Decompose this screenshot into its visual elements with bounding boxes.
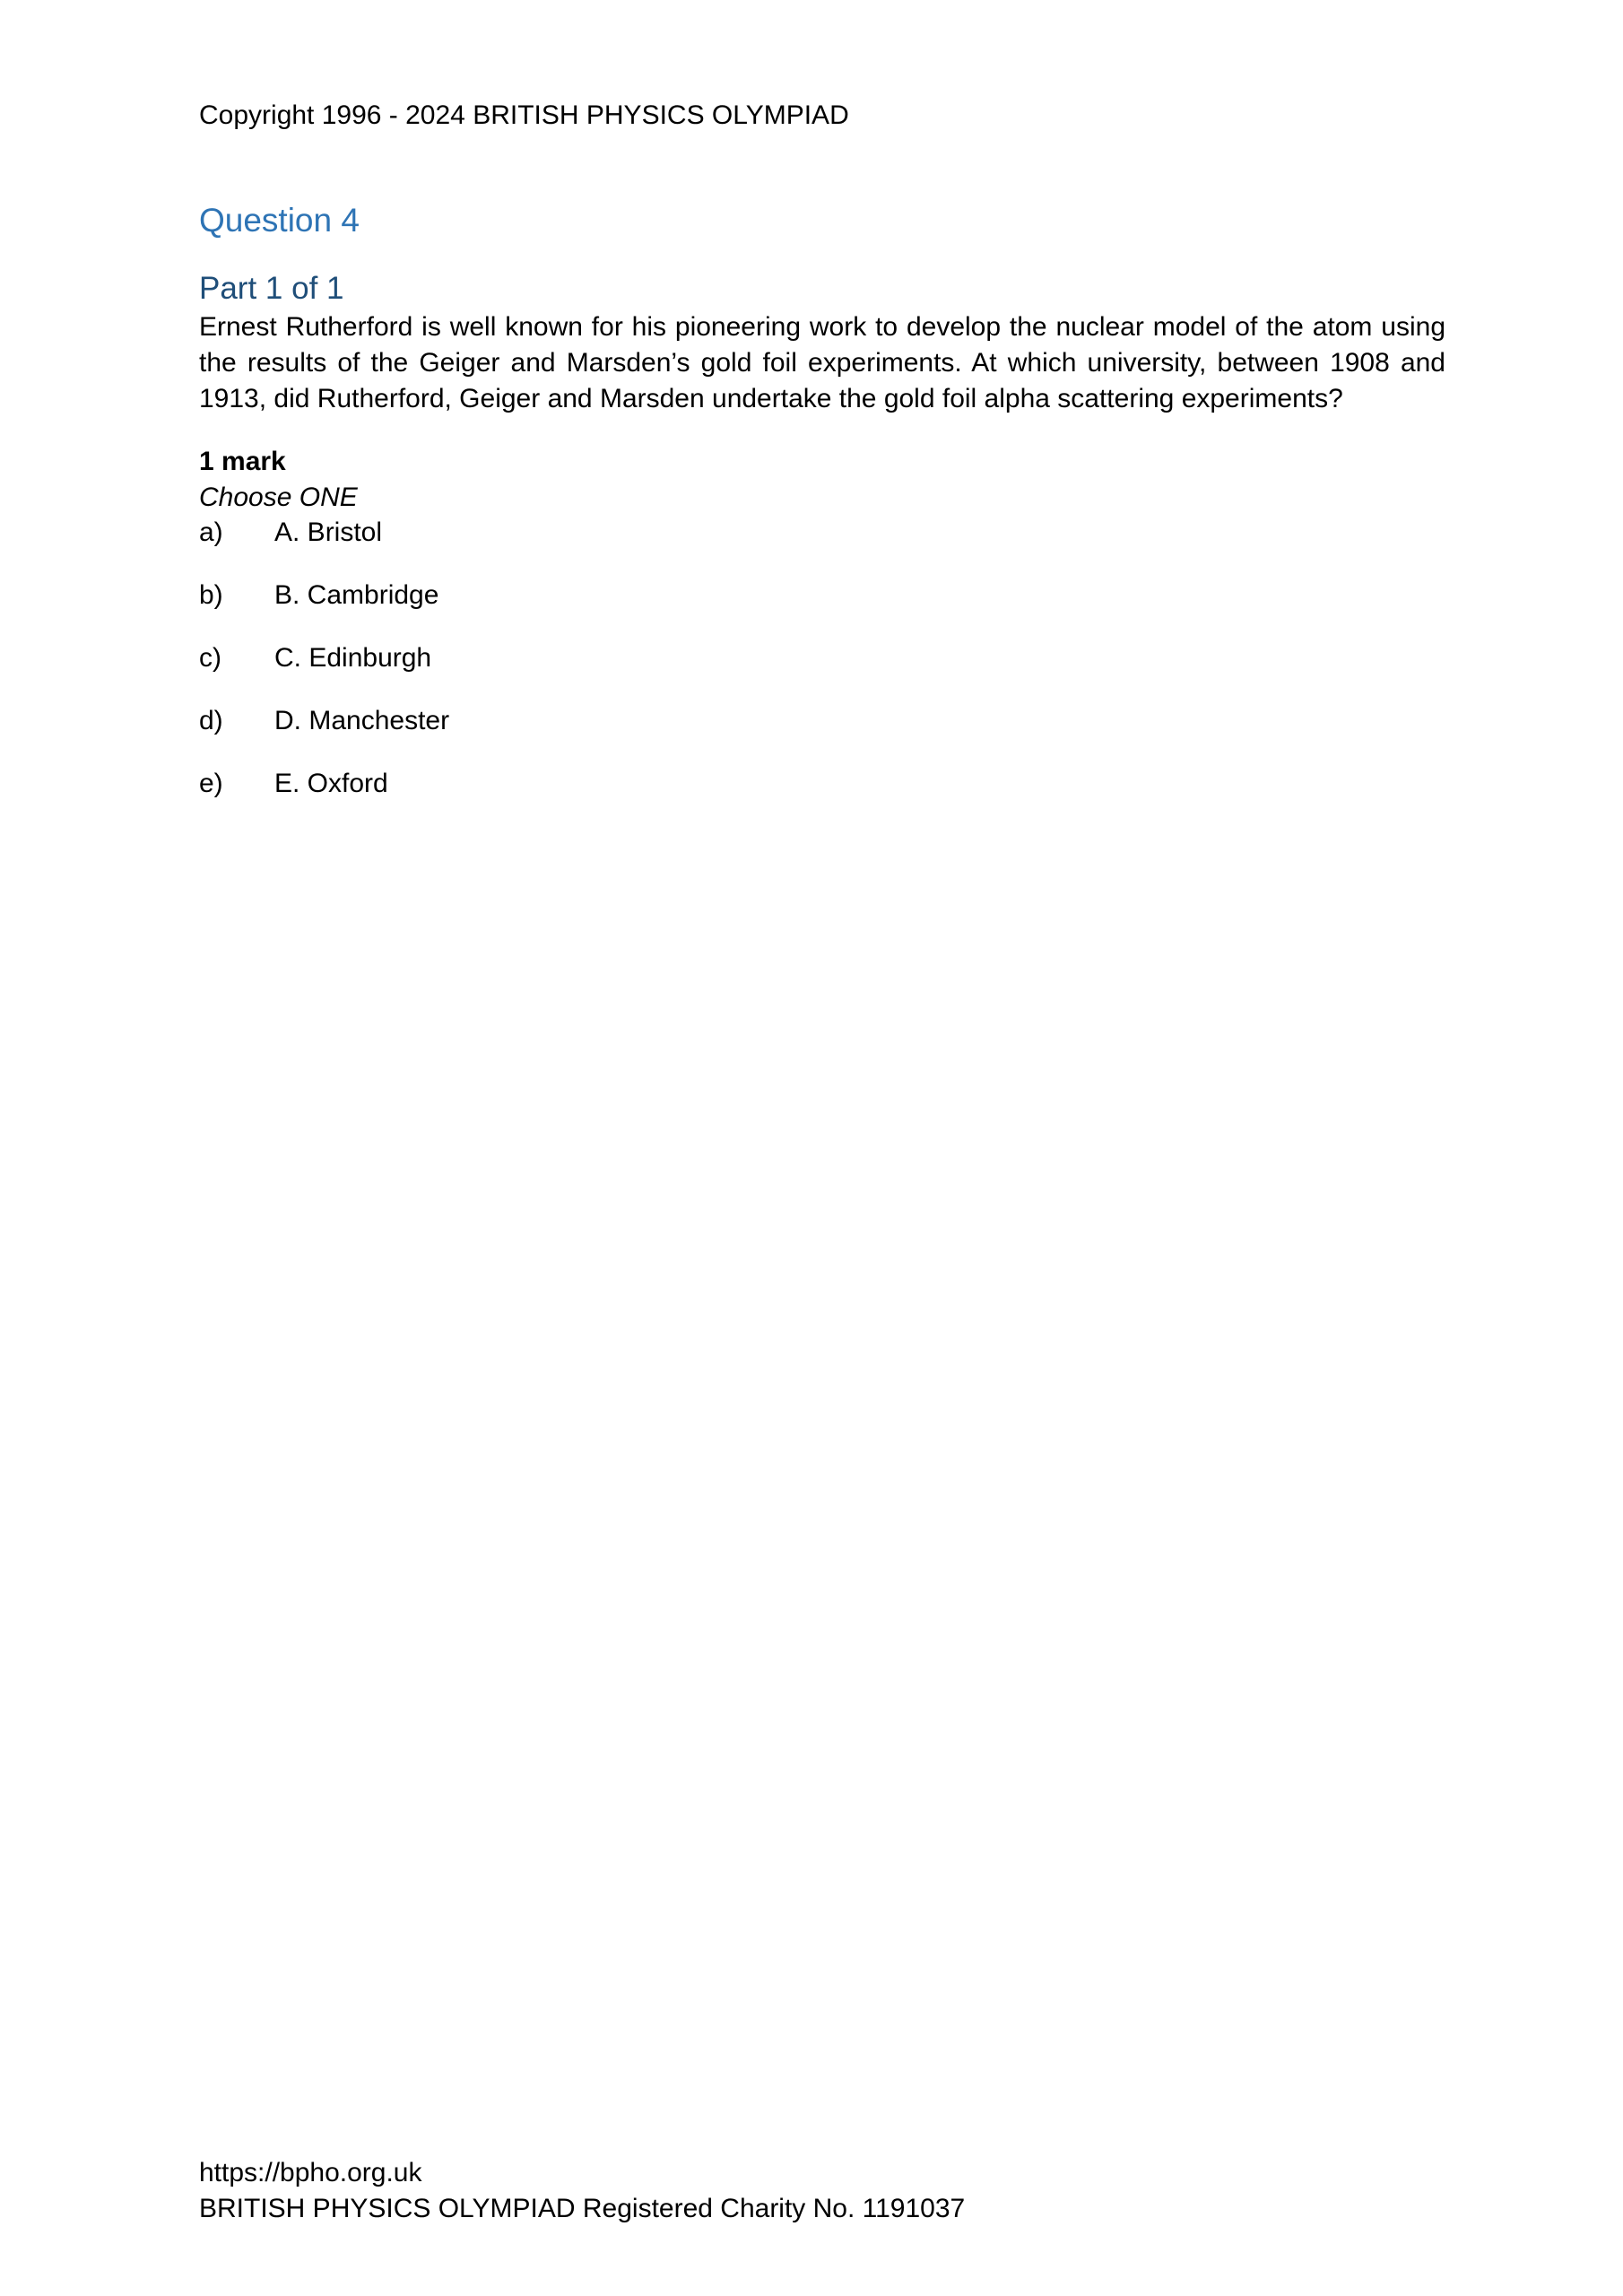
option-label: A. Bristol: [274, 517, 383, 547]
option-label: C. Edinburgh: [274, 643, 432, 673]
answer-option-b[interactable]: [199, 578, 916, 613]
mark-value: 1 mark: [199, 447, 286, 476]
answer-option-a[interactable]: [199, 515, 916, 551]
part-title: Part 1 of 1: [199, 271, 344, 306]
option-label: B. Cambridge: [274, 580, 439, 610]
answer-option-e[interactable]: [199, 766, 916, 802]
option-label: D. Manchester: [274, 706, 450, 735]
question-text: Ernest Rutherford is well known for his pioneering work to develop the nuclear model of the atom using the results of the Geiger and Marsden’s gold foil experiments. At which university, between 1908 and 1913, did Rutherford, Geiger and Marsden undertake the gold foil alpha scattering experiments?: [199, 312, 1445, 413]
answer-option-d[interactable]: [199, 703, 916, 739]
option-letter: d): [199, 706, 223, 735]
option-letter: c): [199, 643, 221, 673]
option-letter: b): [199, 580, 223, 610]
footer-url: https://bpho.org.uk: [199, 2158, 422, 2187]
answer-options-list: [199, 515, 916, 829]
copyright-header: Copyright 1996 - 2024 BRITISH PHYSICS OLYMPIAD: [199, 100, 849, 130]
option-letter: e): [199, 769, 223, 798]
option-label: E. Oxford: [274, 769, 388, 798]
answer-instruction: Choose ONE: [199, 483, 358, 512]
question-title: Question 4: [199, 202, 360, 239]
answer-option-c[interactable]: [199, 640, 916, 676]
option-letter: a): [199, 517, 223, 547]
footer-charity-line: BRITISH PHYSICS OLYMPIAD Registered Charity No. 1191037: [199, 2194, 966, 2223]
